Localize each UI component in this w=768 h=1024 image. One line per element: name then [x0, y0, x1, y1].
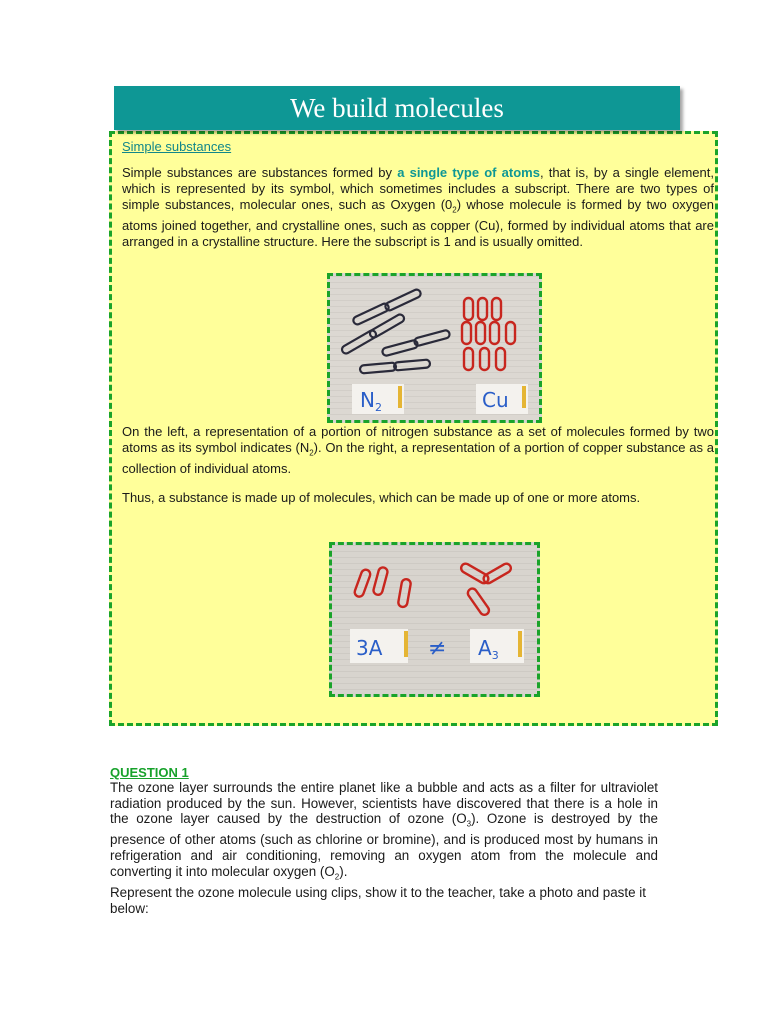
- not-equal-sign: ≠: [428, 636, 447, 661]
- section-title: Simple substances: [122, 139, 232, 154]
- summary-paragraph: Thus, a substance is made up of molecules, which can be made up of one or more atoms.: [122, 490, 641, 505]
- page-title: We build molecules: [290, 93, 504, 123]
- nitrogen-copper-photo: [327, 273, 542, 423]
- page-title-banner: [114, 86, 680, 130]
- highlight-text: a single type of atoms: [397, 165, 540, 180]
- question-body: [110, 780, 658, 916]
- question-instruction: Represent the ozone molecule using clips, show it to the teacher, take a photo and paste it below:: [110, 884, 646, 916]
- simple-substances-box: [109, 131, 718, 726]
- atoms-vs-molecule-photo: [329, 542, 540, 697]
- clips-illustration-1: [330, 276, 539, 420]
- cu-card-label: Cu: [482, 388, 509, 412]
- question-title: QUESTION 1: [110, 765, 189, 780]
- intro-paragraph: Simple substances are substances formed by a single type of atoms, that is, by a single element, which is represented by its symbol, which sometimes includes a subscript. There are two types of simple substances, molecular ones, such as Oxygen $(0_2)$ whose molecule is formed by two oxygen atoms joined together, and crystalline ones, such as copper (Cu), formed by individual atoms that are arranged in a crystalline structure. Here the subscript is 1 and is usually omitted.: [122, 165, 714, 249]
- clips-illustration-2: [332, 545, 537, 694]
- n2-card-label: $N_2$: [360, 388, 382, 414]
- a3-card-label: $A_3$: [478, 636, 499, 662]
- question-paragraph: The ozone layer surrounds the entire planet like a bubble and acts as a filter for ultraviolet radiation produced by the sun. However, scientists have discovered that there is a hole in the ozone layer caused by the destruction of ozone $(O_3)$. Ozone is destroyed by the presence of other atoms (such as chlorine or bromine), and is produced most by humans in refrigeration and air conditioning, removing an oxygen atom from the molecule and converting it into molecular oxygen $(O_2)$.: [110, 780, 658, 882]
- representation-paragraph: On the left, a representation of a portion of nitrogen substance as a set of molecules formed by two atoms as its symbol indicates $(N_2)$. On the right, a representation of a portion of copper substance as a collection of individual atoms.: [122, 424, 714, 477]
- 3a-card-label: 3A: [356, 636, 383, 660]
